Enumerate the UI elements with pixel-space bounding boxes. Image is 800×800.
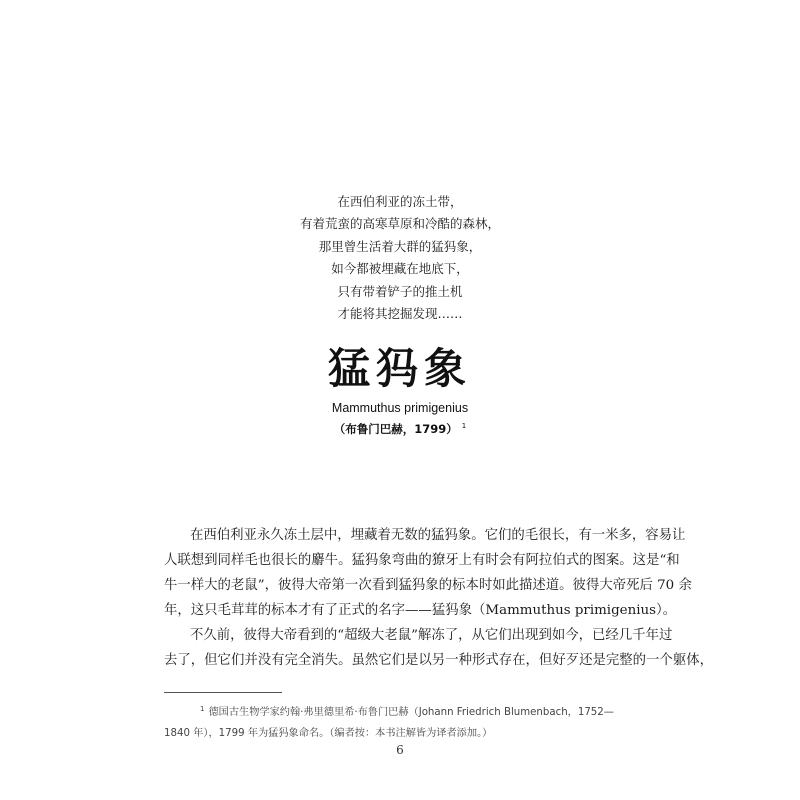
footnote-text: 德国古生物学家约翰·弗里德里希·布鲁门巴赫（Johann Friedrich Blumenbach，1752— [208, 707, 614, 718]
epigraph-poem [0, 191, 800, 325]
page-number: 6 [396, 743, 404, 757]
poem-line: 有着荒蛮的高寒草原和冷酷的森林， [299, 216, 500, 232]
footnote-reference: 1 [461, 422, 467, 430]
poem-line: 那里曾生活着大群的猛犸象， [318, 238, 482, 254]
footnote-divider [164, 692, 282, 693]
paragraph-line: 年，这只毛茸茸的标本才有了正式的名字——猛犸象（Mammuthus primigenius）。 [164, 603, 677, 618]
footnote-marker: 1 [200, 705, 205, 713]
footnote-line: 1840 年），1799 年为猛犸象命名。（编者按：本书注解皆为译者添加。） [164, 728, 493, 739]
footnote-line [164, 699, 634, 723]
naming-authority [0, 418, 800, 437]
poem-line: 只有带着铲子的推土机 [337, 283, 463, 299]
paragraph-line: 牛一样大的老鼠”，彼得大帝第一次看到猛犸象的标本时如此描述道。彼得大帝死后 70 余 [164, 578, 692, 593]
poem-line: 如今都被埋藏在地底下， [331, 261, 469, 277]
paragraph-line: 去了，但它们并没有完全消失。虽然它们是以另一种形式存在，但好歹还是完整的一个躯体， [164, 653, 714, 668]
poem-line: 才能将其挖掘发现…… [337, 306, 463, 322]
paragraph-line: 人联想到同样毛也很长的麝牛。猛犸象弯曲的獠牙上有时会有阿拉伯式的图案。这是“和 [164, 553, 680, 568]
scientific-name: Mammuthus primigenius [331, 401, 469, 415]
paragraph-line: 在西伯利亚永久冻土层中，埋藏着无数的猛犸象。它们的毛很长，有一米多，容易让 [190, 528, 686, 543]
author-text: （布鲁门巴赫，1799） [333, 422, 458, 436]
paragraph-line: 不久前，彼得大帝看到的“超级大老鼠”解冻了，从它们出现到如今，已经几千年过 [190, 628, 673, 643]
footnote [164, 699, 634, 744]
entry-title: 猛犸象 [327, 344, 472, 393]
poem-line: 在西伯利亚的冻土带， [337, 194, 463, 209]
body-text [164, 523, 714, 673]
